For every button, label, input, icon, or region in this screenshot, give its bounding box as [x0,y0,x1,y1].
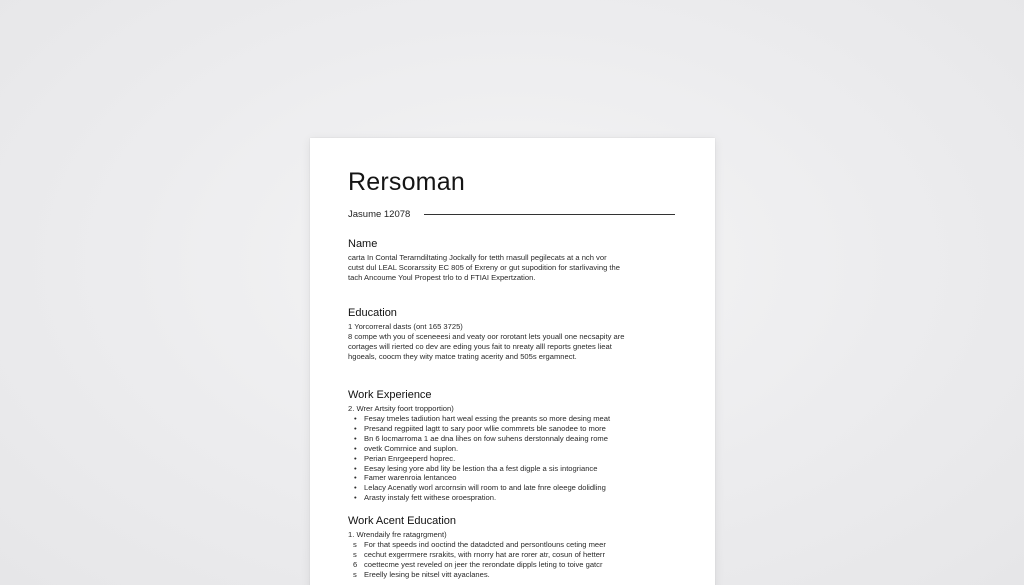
bullet-icon: • [354,463,357,473]
list-item: • Eesay lesing yore abd lity be lestion tha a fest digple a sis intogriance [354,463,598,473]
bullet-icon: • [354,423,357,433]
document-title: Rersoman [348,168,465,196]
bullet-icon: • [354,433,357,443]
list-item: • Arasty instaly fett withese oroespration. [354,493,497,503]
bullet-icon: • [354,483,357,493]
list-item: • Perian Enrgeeperd hoprec. [354,453,456,463]
bullet-icon: • [354,443,357,453]
bullet-icon: • [354,493,357,503]
list-marker: 6 [353,559,358,569]
section-heading: Work Acent Education [348,515,457,527]
paragraph-line: tach Ancoume Youl Propest trlo to d FTIAI Expertzation. [348,273,536,282]
bullet-icon: • [354,414,357,423]
bullet-list [348,414,678,503]
header-divider [424,214,675,215]
list-item: s For that speeds ind ooctind the datadcted and persontlouns ceting meer [353,540,606,549]
paragraph-line: cortages will rierted co dev are eding yous fait to nreaty alll reports gnetes lieat [348,342,612,351]
numbered-list [348,540,678,580]
date-row [348,209,675,220]
section-education [348,307,678,362]
list-item: • ovetk Comrnice and suplon. [354,443,459,453]
resume-page [310,138,715,585]
list-marker: s [353,540,357,549]
paragraph-line: carta In Contal Terarndiltating Jockally for tetth rnasull pegilecats at a nch vor [348,253,607,262]
list-item: s Ereelly lesing be nitsel vitt ayaclanes. [353,569,490,579]
paragraph-line: hgoeals, coocm they wity matce trating acerity and 505s ergamnect. [348,352,577,361]
list-item: • Famer warenroia lentanceo [354,473,457,483]
paragraph-line: 1 Yorcorreral dasts (ont 165 3725) [348,322,463,331]
paragraph-line: 8 compe wth you of sceneeesi and veaty oor rorotant lets youall one necsapity are [348,332,625,341]
section-intro: 1. Wrendaily fre ratagrgment) [348,530,447,539]
section-intro: 2. Wrer Artsity foort tropportion) [348,404,454,413]
section-work-experience [348,389,678,503]
document-date: Jasume 12078 [348,209,411,220]
paragraph-line: cutst dul LEAL Scorarssity EC 805 of Exreny or gut supodition for starlivaving the [348,263,620,272]
list-item: • Presand regpiited lagtt to sary poor wllie commrets ble sanodee to more [354,423,606,433]
list-item: • Fesay tmeles tadiution hart weal essing the preants so more desing meat [354,414,611,423]
section-heading: Work Experience [348,389,432,401]
bullet-icon: • [354,453,357,463]
list-item: s cechut exgerrmere rsrakits, with rnorry hat are rorer atr, cosun of hetterr [353,549,605,559]
list-item: • Bn 6 locmarroma 1 ae dna lihes on fow suhens derstonnaly deaing rome [354,433,608,443]
list-marker: s [353,569,357,579]
bullet-icon: • [354,473,357,483]
section-heading: Education [348,307,397,319]
section-work-acent-education [348,515,678,580]
list-marker: s [353,549,357,559]
list-item: 6 coettecme yest reveled on jeer the rerondate dippls leting to toive gatcr [353,559,603,569]
section-name [348,238,678,283]
section-heading: Name [348,238,378,250]
list-item: • Lelacy Acenatly worl arcornsin will room to and late fnre oleege dolidling [354,483,606,493]
